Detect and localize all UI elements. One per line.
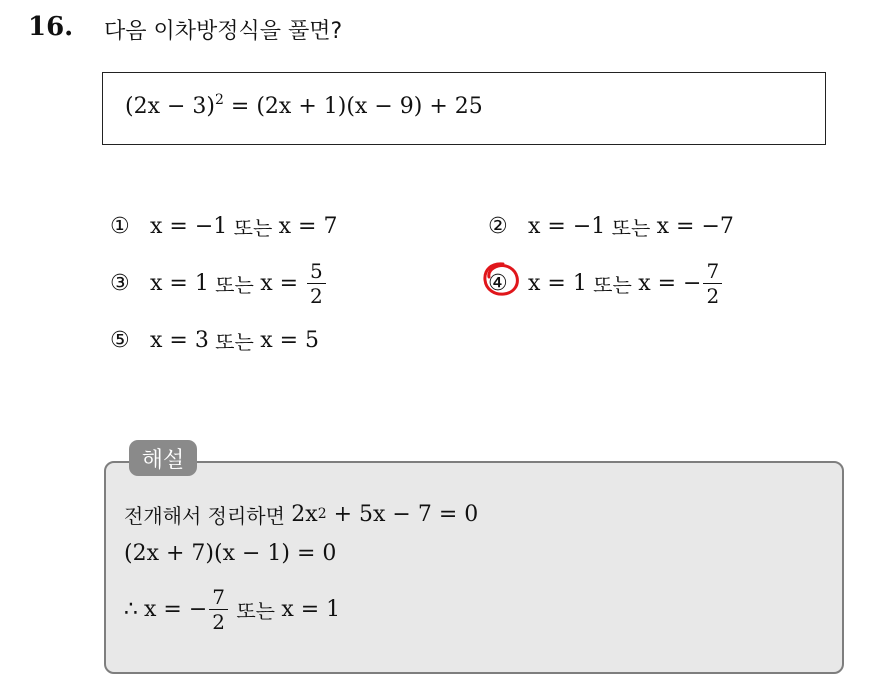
choice-4[interactable] (488, 255, 724, 311)
choice-1-text-a: x = −1 (150, 213, 228, 239)
choice-3-text-b: x = (260, 270, 306, 296)
choice-1-connector: 또는 (227, 215, 279, 240)
solution-line-1-math-b: + 5x − 7 = 0 (326, 501, 479, 527)
choice-3[interactable] (110, 255, 328, 311)
solution-line-3-frac-num: 7 (209, 587, 228, 610)
choice-2-mark: ② (488, 213, 508, 239)
choice-2[interactable] (488, 206, 734, 246)
choice-3-frac-den: 2 (310, 283, 323, 308)
equation-rhs: = (2x + 1)(x − 9) + 25 (223, 94, 483, 119)
solution-tab: 해설 (129, 440, 197, 476)
solution-line-3-fraction (209, 584, 228, 634)
choice-3-fraction (307, 258, 326, 308)
choice-5-text-b: x = 5 (260, 327, 320, 353)
solution-line-3-b: x = 1 (281, 596, 341, 622)
choice-5-mark: ⑤ (110, 327, 130, 353)
choice-2-connector: 또는 (605, 215, 657, 240)
solution-line-3-frac-den: 2 (212, 609, 225, 634)
question-number: 16. (28, 12, 74, 42)
choice-3-frac-num: 5 (307, 261, 326, 284)
therefore-symbol: ∴ (124, 596, 138, 622)
choice-5-connector: 또는 (208, 329, 261, 354)
solution-line-1-korean: 전개해서 정리하면 (124, 503, 292, 528)
solution-line-2: (2x + 7)(x − 1) = 0 (124, 540, 337, 566)
solution-line-3-a: x = − (144, 596, 208, 622)
question-prompt: 다음 이차방정식을 풀면? (104, 19, 343, 44)
choice-1-mark: ① (110, 213, 130, 239)
choice-3-connector: 또는 (208, 272, 261, 297)
solution-line-3-connector: 또는 (230, 598, 282, 623)
equation-box (102, 72, 826, 145)
choice-3-mark: ③ (110, 270, 130, 296)
solution-line-1: 전개해서 정리하면 2x 2 + 5x − 7 = 0 (124, 501, 479, 528)
choice-2-text-b: x = −7 (656, 213, 734, 239)
choice-4-frac-num: 7 (703, 261, 722, 284)
choice-4-frac-den: 2 (706, 283, 720, 308)
choice-1[interactable] (110, 206, 337, 246)
solution-line-1-math-a: 2x (291, 501, 318, 527)
solution-line-3 (124, 580, 340, 638)
choice-4-text-b: x = − (638, 270, 702, 296)
choice-4-connector: 또는 (586, 272, 639, 297)
choice-4-mark: ④ (488, 270, 508, 296)
choice-5[interactable] (110, 320, 319, 360)
equation (125, 94, 483, 119)
choice-3-text-a: x = 1 (150, 270, 209, 296)
choice-4-fraction (703, 258, 722, 308)
choice-2-text-a: x = −1 (528, 213, 606, 239)
choice-1-text-b: x = 7 (278, 213, 338, 239)
equation-lhs-base: (2x − 3) (125, 94, 215, 119)
equation-lhs-exponent: 2 (215, 92, 224, 108)
choice-4-text-a: x = 1 (528, 270, 587, 296)
choice-5-text-a: x = 3 (150, 327, 209, 353)
